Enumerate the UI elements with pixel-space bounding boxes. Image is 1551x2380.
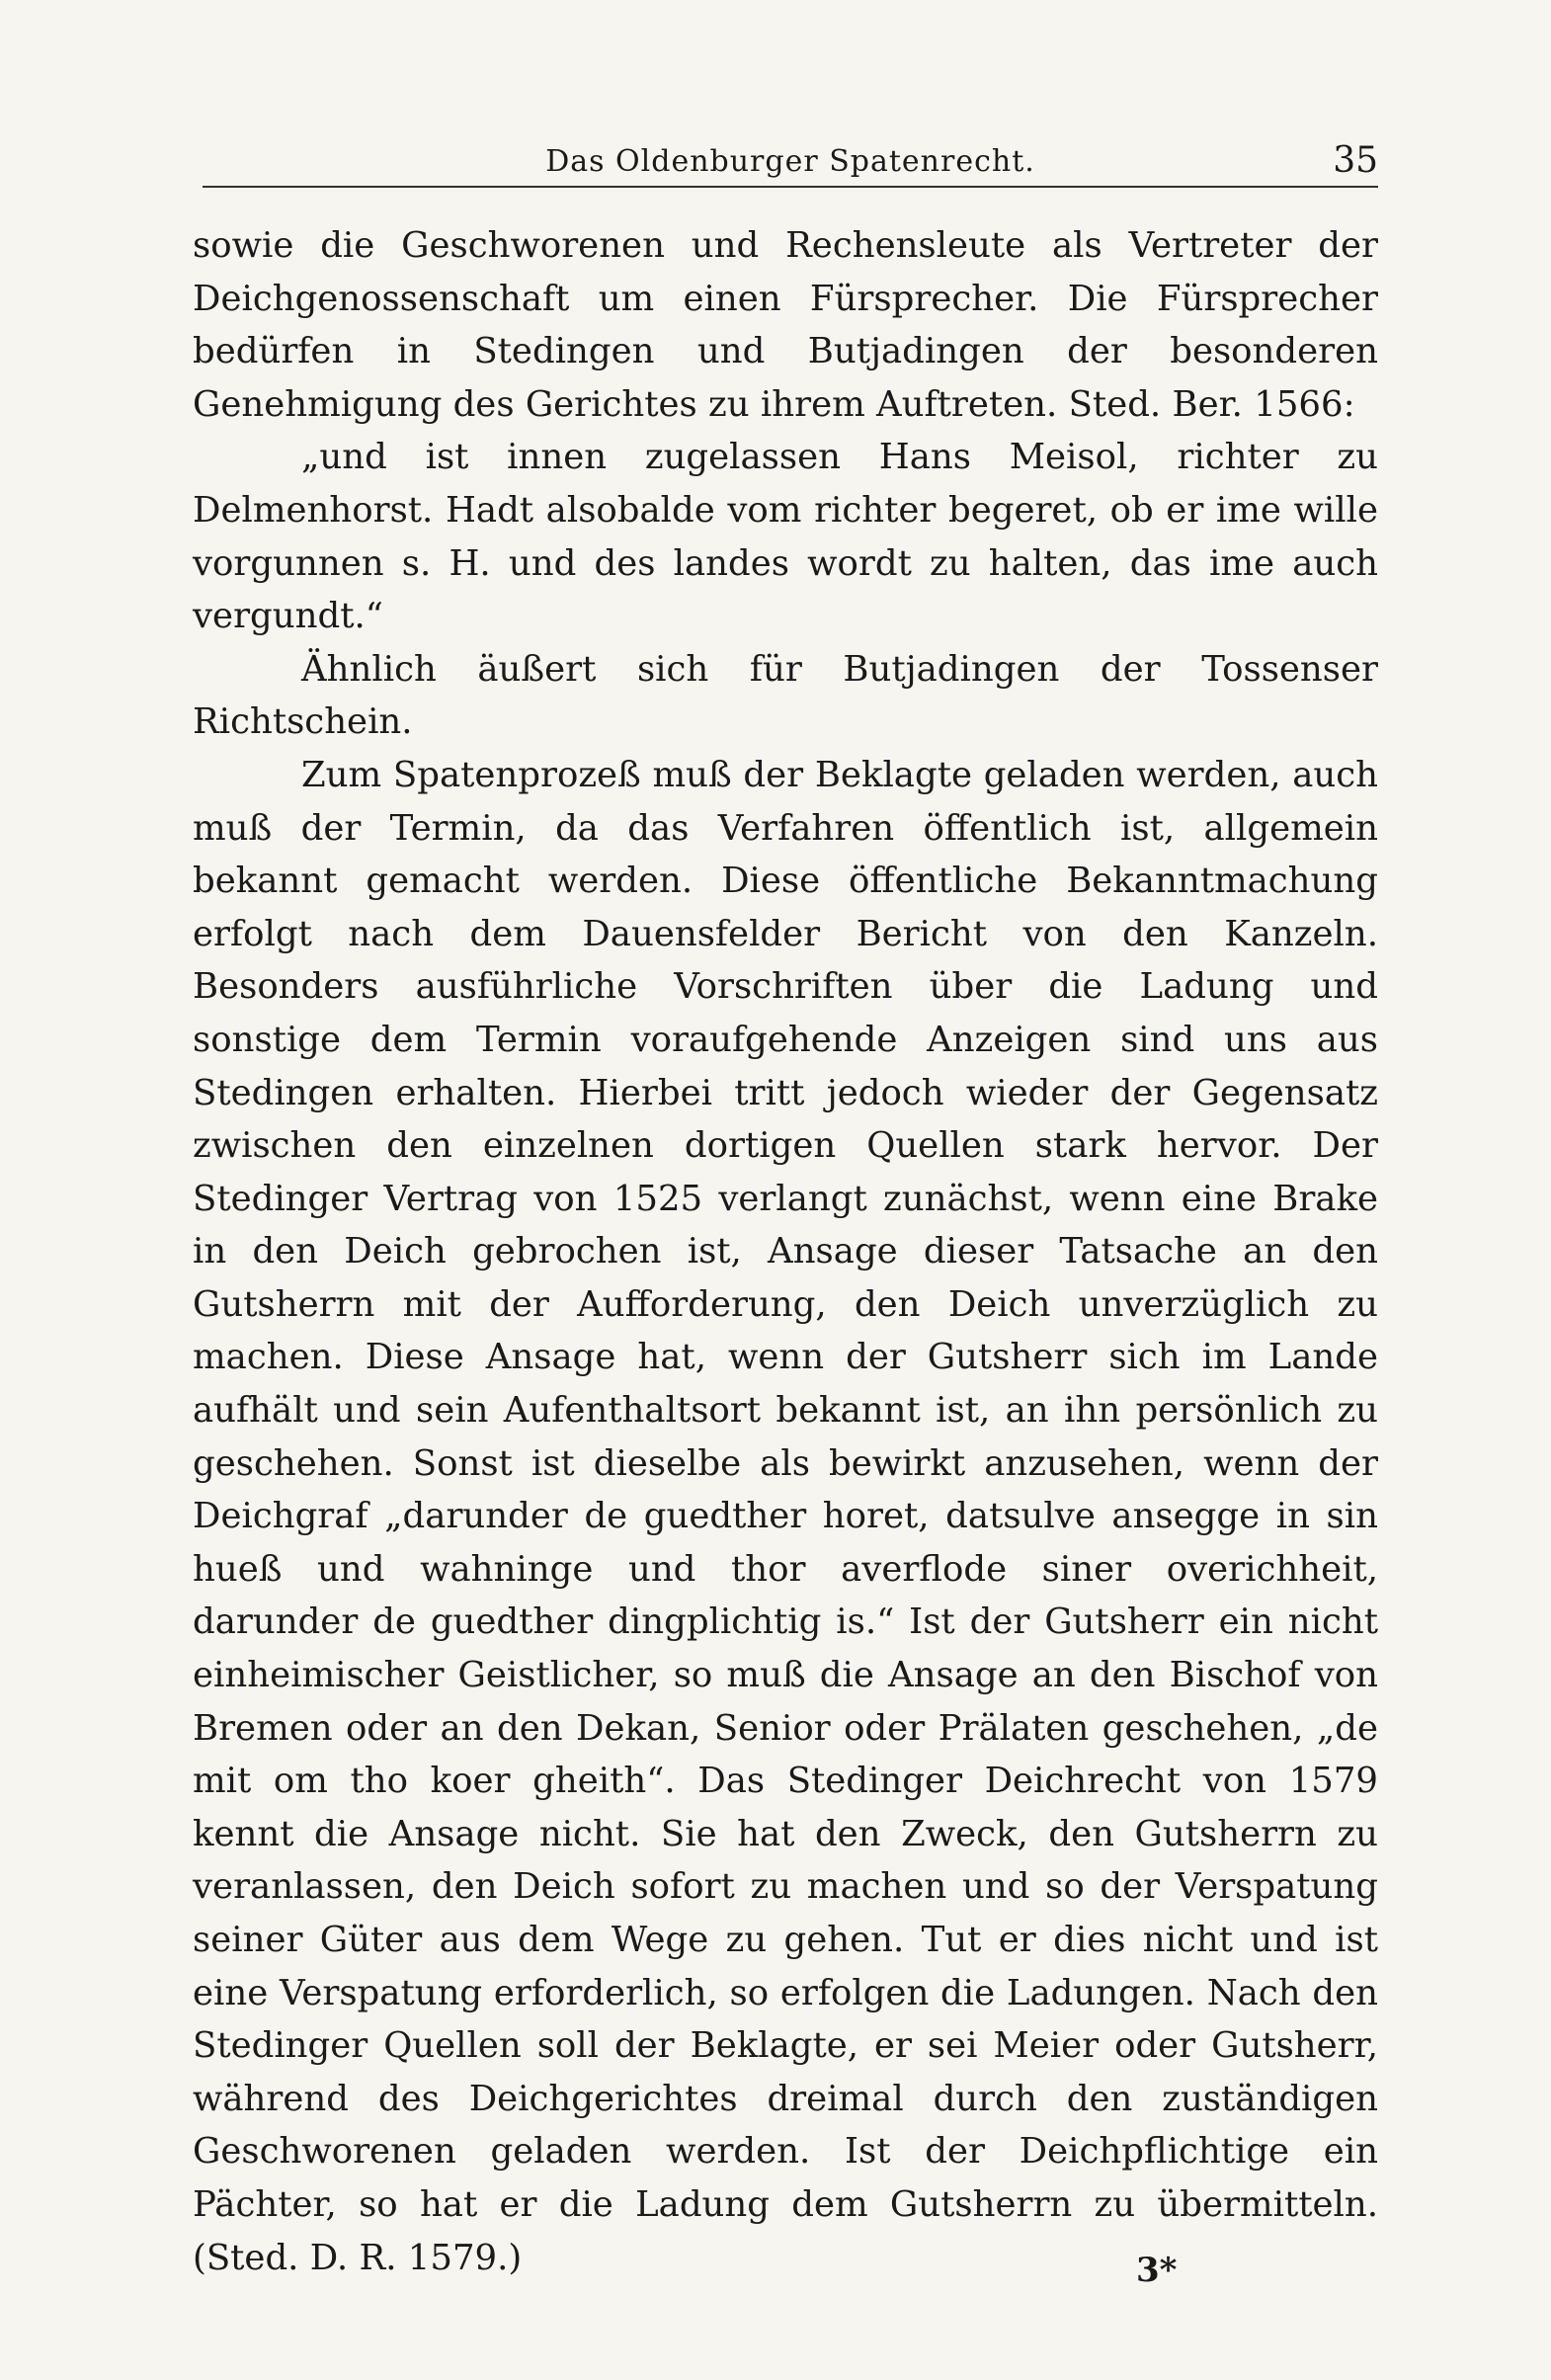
paragraph-2: Ähnlich äußert sich für Butjadingen der Tossenser Richtschein. bbox=[193, 648, 1378, 743]
page-number: 35 bbox=[1333, 140, 1378, 181]
paragraph-3: Zum Spatenprozeß muß der Beklagte geladen werden, auch muß der Termin, da das Verfahren öffentlich ist, allgemein bekannt gemacht werden. Diese öffentliche Bekanntmachung erfolgt nach dem Dauensfelder Bericht von den Kanzeln. Besonders ausführliche Vorschriften über die Ladung und sonstige dem Termin voraufgehende Anzeigen sind uns aus Stedingen erhalten. Hierbei tritt jedoch wieder der Gegensatz zwischen den einzelnen dortigen Quellen stark hervor. Der Stedinger Vertrag von 1525 verlangt zunächst, wenn eine Brake in den Deich gebrochen ist, Ansage dieser Tatsache an den Gutsherrn mit der Aufforderung, den Deich unverzüglich zu machen. Diese Ansage hat, wenn der Gutsherr sich im Lande aufhält und sein Aufenthaltsort bekannt ist, an ihn persönlich zu geschehen. Sonst ist dieselbe als bewirkt anzusehen, wenn der Deichgraf „darunder de guedther horet, datsulve ansegge in sin hueß und wahninge und thor averflode siner overichheit, darunder de guedther dingplichtig is.“ Ist der Gutsherr ein nicht einheimischer Geistlicher, so muß die Ansage an den Bischof von Bremen oder an den Dekan, Senior oder Prälaten geschehen, „de mit om tho koer gheith“. Das Stedinger Deichrecht von 1579 kennt die Ansage nicht. Sie hat den Zweck, den Gutsherrn zu veranlassen, den Deich sofort zu machen und so der Verspatung seiner Güter aus dem Wege zu gehen. Tut er dies nicht und ist eine Verspatung erforderlich, so erfolgen die Ladungen. Nach den Stedinger Quellen soll der Beklagte, er sei Meier oder Gutsherr, während des Deichgerichtes dreimal durch den zuständigen Geschworenen geladen werden. Ist der Deichpflichtige ein Pächter, so hat er die Ladung dem Gutsherrn zu übermitteln. (Sted. D. R. 1579.) bbox=[193, 754, 1378, 2278]
signature-mark: 3* bbox=[1136, 2251, 1178, 2290]
paragraph-1: sowie die Geschworenen und Rechensleute als Vertreter der Deichgenossenschaft um einen Fürsprecher. Die Fürsprecher bedürfen in Stedingen und Butjadingen der besonderen Genehmigung des Gerichtes zu ihrem Auftreten. Sted. Ber. 1566: bbox=[193, 225, 1378, 425]
document-page bbox=[193, 119, 1378, 2351]
running-header bbox=[203, 119, 1378, 188]
body-text bbox=[193, 219, 1378, 2284]
running-title: Das Oldenburger Spatenrecht. bbox=[545, 144, 1035, 179]
quoted-passage: „und ist innen zugelassen Hans Meisol, richter zu Delmenhorst. Hadt alsobalde vom richter begeret, ob er ime wille vorgunnen s. H. und des landes wordt zu halten, das ime auch vergundt.“ bbox=[193, 437, 1378, 637]
